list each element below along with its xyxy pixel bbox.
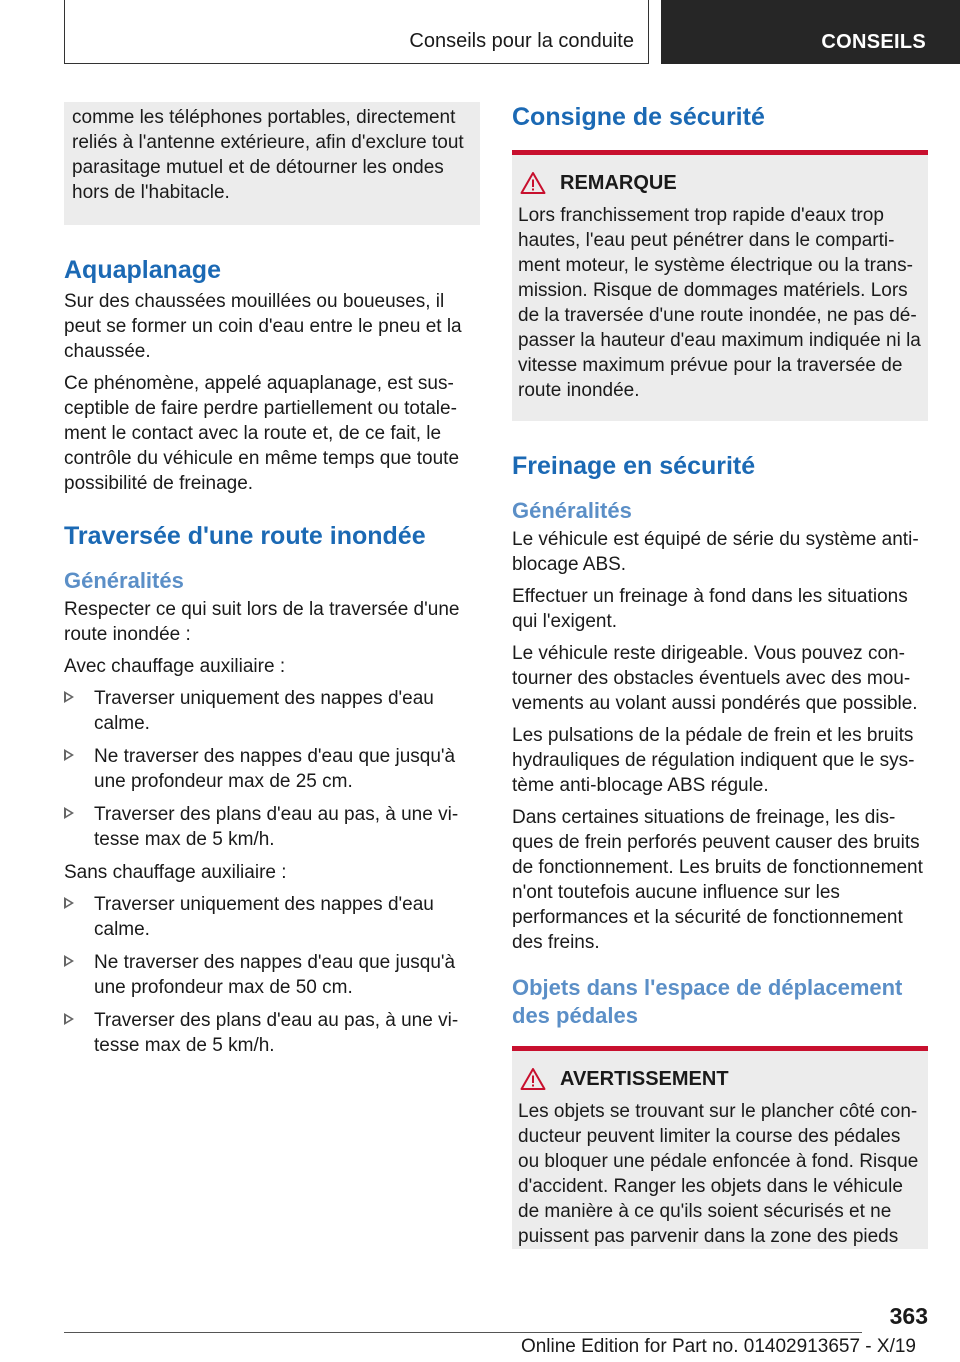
header-section-box [64, 0, 649, 64]
header-section-title: Conseils pour la conduite [409, 30, 634, 52]
list-bullet-triangle-icon [64, 749, 74, 761]
list-item: Traverser uniquement des nappes d'eau calme. [64, 892, 480, 942]
without-heater-label: Sans chauffage auxiliaire : [64, 862, 287, 883]
header-chapter-title: CONSEILS [821, 31, 926, 53]
list-bullet-triangle-icon [64, 1013, 74, 1025]
page-number: 363 [889, 1303, 928, 1329]
freinage-paragraph-4: Les pulsations de la pédale de frein et les bruits hydrauliques de régulation indiquent que le système anti-blocage ABS régule. [512, 725, 915, 796]
heading-aquaplanage: Aquaplanage [64, 256, 221, 284]
header-chapter-tab [661, 0, 960, 64]
warning-text-avertissement: Les objets se trouvant sur le plancher côté conducteur peuvent limiter la course des pédales ou bloquer une pédale enfoncée à fond. Risque d'accident. Ranger les objets dans le véhicule de manière à ce qu'ils soient sécurisés et ne puissent pas parvenir dans la zone des pieds [518, 1101, 919, 1247]
heading-traversee: Traversée d'une route inondée [64, 522, 426, 550]
heading-consigne: Consigne de sécurité [512, 103, 765, 131]
intro-note-box [64, 102, 480, 225]
intro-note-text: comme les téléphones portables, directement reliés à l'antenne extérieure, afin d'exclure tout parasitage mutuel et de détourner les ondes hors de l'habitacle. [72, 107, 464, 203]
traversee-paragraph-1: Respecter ce qui suit lors de la traversée d'une route inondée : [64, 599, 460, 645]
subheading-objets: Objets dans l'espace de déplacement des pédales [512, 975, 903, 1028]
list-without-heater [64, 892, 480, 1058]
with-heater-label: Avec chauffage auxiliaire : [64, 656, 286, 677]
warning-label-remarque: REMARQUE [560, 172, 677, 194]
warning-triangle-icon [520, 171, 546, 195]
footer-divider [64, 1332, 862, 1333]
warning-triangle-icon [520, 1067, 546, 1091]
list-item: Traverser uniquement des nappes d'eau calme. [64, 686, 480, 736]
list-item: Ne traverser des nappes d'eau que jusqu'à une profondeur max de 50 cm. [64, 950, 480, 1000]
warning-box-avertissement [512, 1046, 928, 1249]
subheading-generalites-left: Généralités [64, 568, 184, 593]
list-item: Traverser des plans d'eau au pas, à une vitesse max de 5 km/h. [64, 1008, 480, 1058]
list-bullet-triangle-icon [64, 955, 74, 967]
freinage-paragraph-3: Le véhicule reste dirigeable. Vous pouvez contourner des obstacles éventuels avec des mouvements au volant aussi pondérés que possible. [512, 643, 918, 714]
freinage-paragraph-5: Dans certaines situations de freinage, les disques de frein perforés peuvent causer des bruits de fonctionnement. Les bruits de fonctionnement n'ont toutefois aucune influence sur les performances et la sécurité de fonctionnement des freins. [512, 807, 923, 953]
warning-text-remarque: Lors franchissement trop rapide d'eaux trop hautes, l'eau peut pénétrer dans le compartiment moteur, le système électrique ou la transmission. Risque de dommages matériels. Lors de la traversée d'une route inondée, ne pas dépasser la hauteur d'eau maximum indiquée ni la vitesse maximum prévue pour la traversée de route inondée. [518, 205, 921, 401]
aquaplanage-paragraph-1: Sur des chaussées mouillées ou boueuses, il peut se former un coin d'eau entre le pneu et la chaussée. [64, 291, 462, 362]
freinage-paragraph-2: Effectuer un freinage à fond dans les situations qui l'exigent. [512, 586, 908, 632]
list-item: Ne traverser des nappes d'eau que jusqu'à une profondeur max de 25 cm. [64, 744, 480, 794]
freinage-paragraph-1: Le véhicule est équipé de série du système antiblocage ABS. [512, 529, 919, 575]
left-column [64, 102, 480, 1066]
list-bullet-triangle-icon [64, 807, 74, 819]
list-bullet-triangle-icon [64, 691, 74, 703]
list-item: Traverser des plans d'eau au pas, à une vitesse max de 5 km/h. [64, 802, 480, 852]
right-column [512, 102, 928, 1249]
list-bullet-triangle-icon [64, 897, 74, 909]
heading-freinage: Freinage en sécurité [512, 452, 756, 480]
aquaplanage-paragraph-2: Ce phénomène, appelé aquaplanage, est susceptible de faire perdre partiellement ou totalement le contact avec la route et, de ce fait, le contrôle du véhicule en même temps que toute possibilité de freinage. [64, 373, 460, 494]
subheading-generalites-right: Généralités [512, 498, 632, 523]
warning-box-remarque [512, 150, 928, 421]
warning-label-avertissement: AVERTISSEMENT [560, 1068, 729, 1090]
list-with-heater [64, 686, 480, 852]
footer-edition-text: Online Edition for Part no. 01402913657 - X/19 [520, 1336, 916, 1357]
